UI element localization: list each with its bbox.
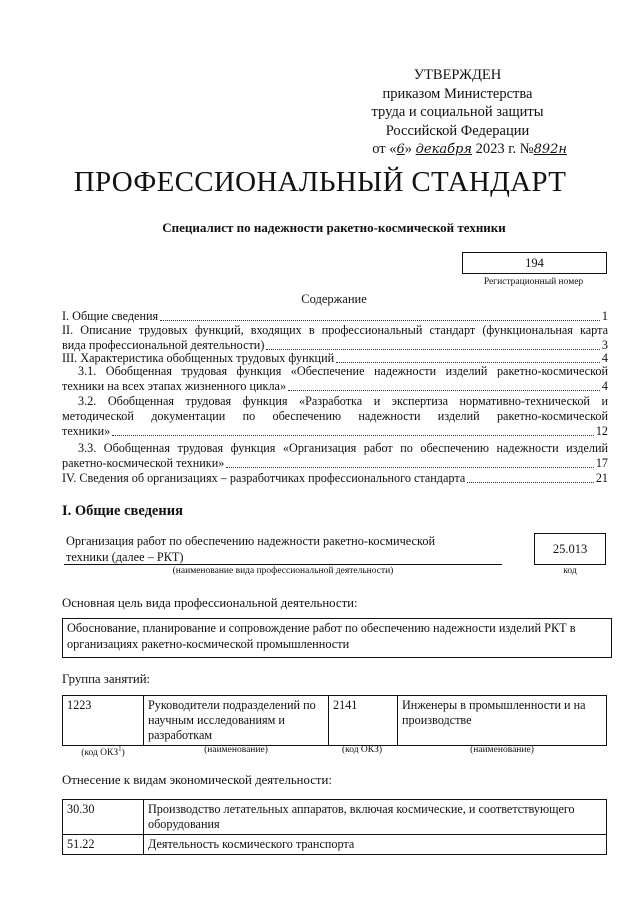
registration-number-label: Регистрационный номер (483, 277, 584, 287)
occupation-group-label: Группа занятий: (62, 672, 151, 686)
order-number: 892н (533, 142, 567, 157)
economic-activity-table (62, 799, 607, 855)
okved-name: Производство летательных аппаратов, включая космические, и соответствующего оборудования (144, 800, 607, 835)
occupation-name-caption: (наименование) (470, 745, 534, 755)
approval-line: приказом Министерства (382, 85, 533, 102)
toc-item[interactable]: 3.3. Обобщенная трудовая функция «Организация работ по обеспечению надежности изделий ракетно-космической техники» 17 (62, 441, 608, 470)
occupation-name: Руководители подразделений по научным исследованиям и разработкам (144, 696, 329, 746)
toc-item[interactable]: II. Описание трудовых функций, входящих в профессиональный стандарт (функциональная карта вида профессиональной деятельности) 3 (62, 323, 608, 352)
okved-name: Деятельность космического транспорта (144, 835, 607, 855)
approval-block (340, 66, 575, 160)
okved-code: 30.30 (63, 800, 144, 835)
toc-title: Содержание (301, 292, 367, 306)
occupation-code: 1223 (63, 696, 144, 746)
economic-activity-label: Отнесение к видам экономической деятельности: (62, 773, 332, 787)
toc-item[interactable]: III. Характеристика обобщенных трудовых функций 4 (62, 351, 608, 365)
toc-item[interactable]: 3.1. Обобщенная трудовая функция «Обеспечение надежности изделий ракетно-космической техники на всех этапах жизненного цикла» 4 (62, 364, 608, 393)
activity-name: Организация работ по обеспечению надежности ракетно-космической техники (далее – РКТ) (66, 534, 436, 564)
date-day: 6 (396, 142, 405, 157)
section-heading: I. Общие сведения (62, 503, 183, 519)
occupation-table (62, 695, 607, 746)
date-prefix: от « (372, 141, 397, 157)
date-month: декабря (415, 142, 472, 157)
registration-number-box: 194 (462, 252, 607, 274)
occupation-code-caption: (код ОКЗ) (341, 745, 383, 755)
activity-code-caption: код (563, 566, 577, 576)
approval-line: труда и социальной защиты (371, 104, 544, 120)
divider (64, 564, 502, 565)
occupation-code-caption: (код ОКЗ$^1$) (81, 745, 125, 759)
activity-caption: (наименование вида профессиональной деятельности) (172, 566, 394, 576)
date-mid: » (404, 141, 416, 157)
toc-item[interactable]: IV. Сведения об организациях – разработчиках профессионального стандарта 21 (62, 471, 608, 485)
goal-text-box: Обоснование, планирование и сопровождение работ по обеспечению надежности изделий РКТ в организациях ракетно-космической промышленности (62, 618, 612, 658)
okved-code: 51.22 (63, 835, 144, 855)
approval-heading: УТВЕРЖДЕН (413, 67, 502, 83)
document-title: ПРОФЕССИОНАЛЬНЫЙ СТАНДАРТ (73, 166, 567, 198)
activity-code-box: 25.013 (534, 533, 606, 565)
occupation-code: 2141 (329, 696, 398, 746)
approval-date-line (340, 140, 575, 160)
toc-item[interactable]: 3.2. Обобщенная трудовая функция «Разработка и экспертиза нормативно-технической и методической документации по обеспечению надежности изделий ракетно-космической техники» 12 (62, 394, 608, 438)
date-year: 2023 г. № (471, 141, 534, 157)
document-subtitle: Специалист по надежности ракетно-космической техники (162, 220, 506, 235)
occupation-name: Инженеры в промышленности и на производстве (398, 696, 607, 746)
goal-label: Основная цель вида профессиональной деятельности: (62, 596, 358, 610)
approval-line: Российской Федерации (385, 122, 530, 139)
occupation-name-caption: (наименование) (204, 745, 268, 755)
toc-item[interactable]: I. Общие сведения 1 (62, 309, 608, 323)
